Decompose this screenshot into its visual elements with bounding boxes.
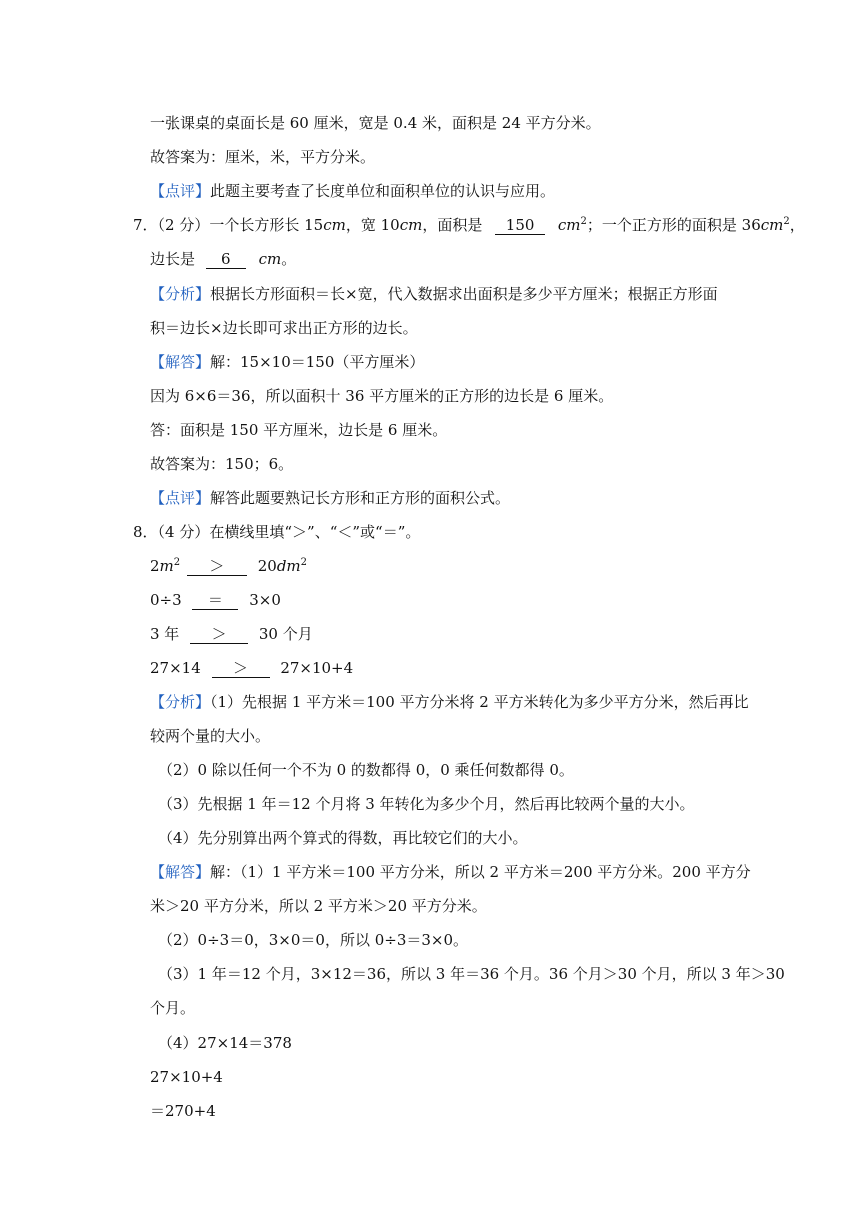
solution-text: 解：（1）1 平方米＝100 平方分米，所以 2 平方米＝200 平方分米。200 平方分	[210, 863, 751, 881]
unit: cm	[258, 250, 282, 268]
expr-right: 30 个月	[258, 625, 313, 643]
analysis-line: 积＝边长×边长即可求出正方形的边长。	[150, 319, 418, 337]
answer-blank: ＞	[190, 626, 248, 644]
question-text: 在横线里填“＞”、“＜”或“＝”。	[209, 523, 421, 541]
expr-right: 27×10+4	[280, 659, 354, 677]
solution-line: 个月。	[150, 999, 196, 1017]
comment-text: 此题主要考查了长度单位和面积单位的认识与应用。	[210, 182, 556, 200]
analysis-line: 较两个量的大小。	[150, 727, 271, 745]
unit: cm	[760, 216, 784, 234]
solution-text: 解：15×10＝150（平方厘米）	[210, 353, 425, 371]
superscript: 2	[173, 557, 181, 568]
analysis-text: 根据长方形面积＝长×宽，代入数据求出面积是多少平方厘米；根据正方形面	[210, 285, 718, 303]
comment-tag: 【点评】	[150, 489, 211, 507]
question-score: （4 分）	[157, 523, 210, 541]
comment-line	[150, 488, 510, 508]
unit: cm	[557, 216, 581, 234]
compare-row-2	[150, 590, 281, 610]
expr-right: 20	[257, 557, 277, 575]
question-score: （2 分）	[157, 216, 210, 234]
unit: cm	[323, 216, 346, 234]
solution-line: （3）1 年＝12 个月，3×12＝36，所以 3 年＝36 个月。36 个月＞30 个月，所以 3 年＞30	[158, 965, 785, 983]
unit: m	[159, 557, 174, 575]
solution-line: （4）27×14＝378	[158, 1034, 292, 1052]
comment-tag: 【点评】	[150, 182, 211, 200]
solution-line: 27×10+4	[150, 1068, 223, 1086]
expr-left: 2	[150, 557, 160, 575]
question-number: 7．	[133, 216, 158, 234]
compare-row-1	[150, 556, 307, 576]
analysis-line: （2）0 除以任何一个不为 0 的数都得 0，0 乘任何数都得 0。	[158, 761, 574, 779]
prev-comment	[150, 181, 555, 201]
solution-line: ＝270+4	[150, 1102, 216, 1120]
analysis-line: （4）先分别算出两个算式的得数，再比较它们的大小。	[158, 829, 528, 847]
answer-blank: 6	[206, 251, 246, 269]
analysis-tag: 【分析】	[150, 285, 211, 303]
superscript: 2	[580, 216, 587, 227]
solution-line	[150, 352, 424, 372]
unit: cm	[399, 216, 423, 234]
superscript: 2	[300, 557, 308, 568]
question-text: ，宽 10	[345, 216, 400, 234]
question-number: 8．	[133, 523, 158, 541]
question-text: 。	[281, 250, 297, 268]
expr-left: 3 年	[150, 625, 180, 643]
question-text: 边长是	[150, 250, 196, 268]
question-text: 一个长方形长 15	[209, 216, 324, 234]
question-8	[133, 522, 420, 542]
compare-row-3	[150, 624, 313, 644]
question-text: ；一个正方形的面积是 36	[586, 216, 761, 234]
answer-line: 故答案为：150；6。	[150, 455, 294, 473]
compare-row-4	[150, 658, 353, 678]
solution-line: 答：面积是 150 平方厘米，边长是 6 厘米。	[150, 421, 448, 439]
expr-right: 3×0	[249, 591, 281, 609]
analysis-line	[150, 692, 749, 712]
analysis-line: （3）先根据 1 年＝12 个月将 3 年转化为多少个月，然后再比较两个量的大小。	[158, 795, 695, 813]
analysis-line	[150, 284, 718, 304]
expr-left: 27×14	[150, 659, 201, 677]
unit: dm	[276, 557, 301, 575]
answer-blank: ＝	[192, 592, 238, 610]
answer-blank: 150	[495, 217, 545, 235]
answer-blank: ＞	[212, 660, 270, 678]
analysis-tag: 【分析】	[150, 693, 211, 711]
solution-line	[150, 862, 751, 882]
solution-line: 米＞20 平方分米，所以 2 平方米＞20 平方分米。	[150, 897, 487, 915]
question-text: ，面积是	[422, 216, 483, 234]
solution-line: 因为 6×6＝36，所以面积十 36 平方厘米的正方形的边长是 6 厘米。	[150, 387, 614, 405]
analysis-text: （1）先根据 1 平方米＝100 平方分米将 2 平方米转化为多少平方分米，然后再比	[210, 693, 749, 711]
expr-left: 0÷3	[150, 591, 182, 609]
answer-blank: ＞	[187, 558, 247, 576]
solution-line: （2）0÷3＝0，3×0＝0，所以 0÷3＝3×0。	[158, 931, 469, 949]
superscript: 2	[783, 216, 790, 227]
question-text: ，	[789, 216, 805, 234]
question-7	[133, 215, 805, 235]
solution-tag: 【解答】	[150, 863, 211, 881]
question-7-line2	[150, 249, 296, 269]
prev-answer-line: 一张课桌的桌面长是 60 厘米，宽是 0.4 米，面积是 24 平方分米。	[150, 114, 601, 132]
comment-text: 解答此题要熟记长方形和正方形的面积公式。	[210, 489, 511, 507]
prev-answer-text: 故答案为：厘米，米，平方分米。	[150, 148, 376, 166]
solution-tag: 【解答】	[150, 353, 211, 371]
